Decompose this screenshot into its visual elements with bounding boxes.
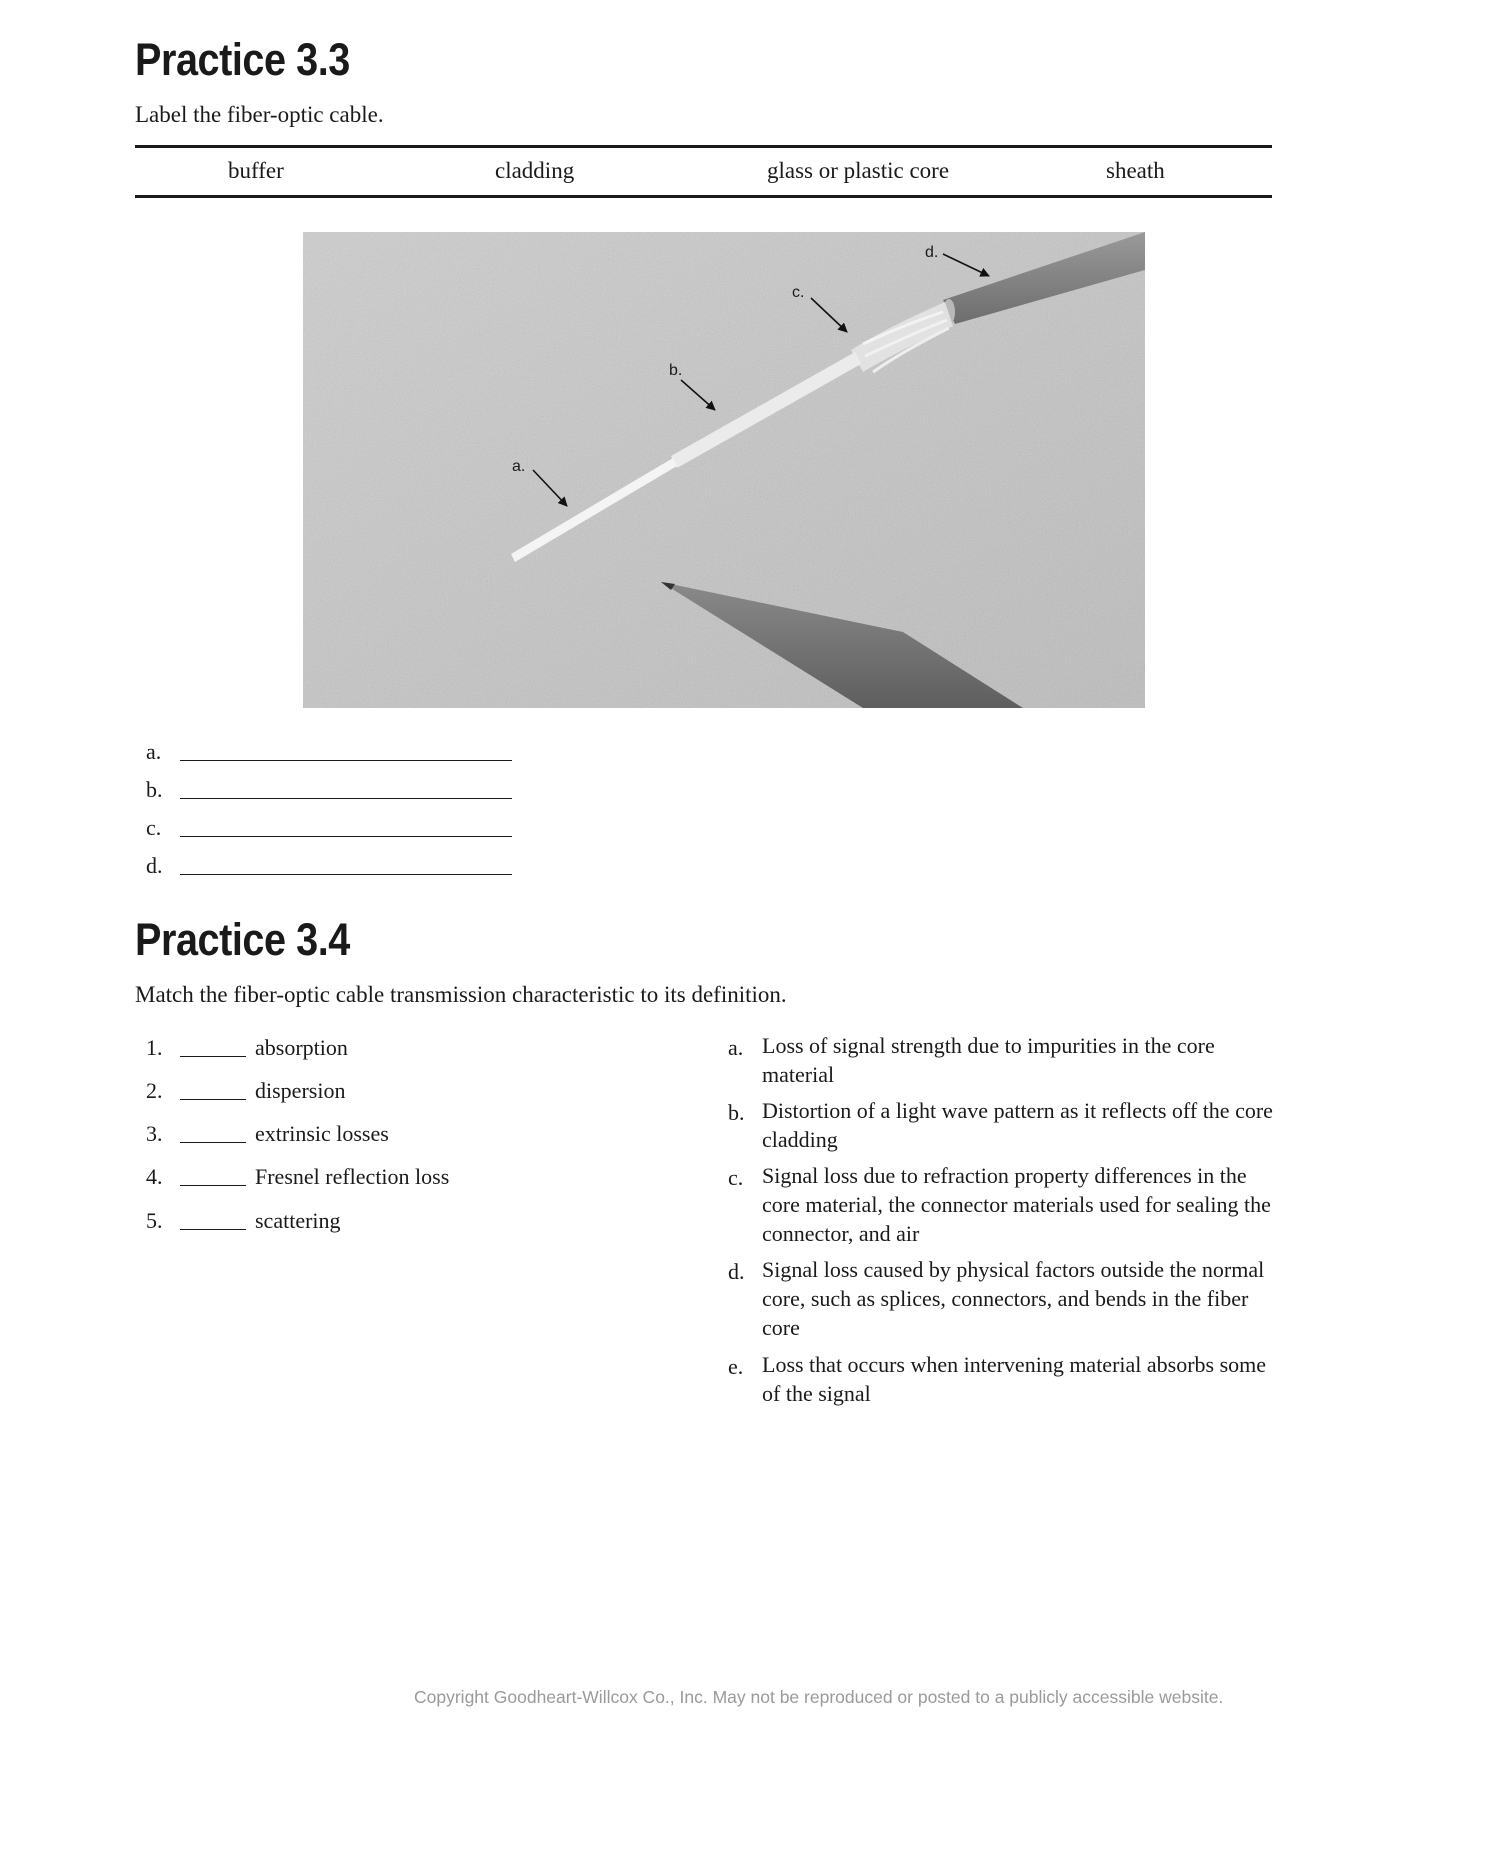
callout-label-a: a. <box>512 458 526 475</box>
answer-blank-d[interactable] <box>180 874 512 875</box>
word-bank-bottom-rule <box>135 195 1272 198</box>
match-blank-1[interactable] <box>180 1056 246 1057</box>
definition-letter: c. <box>728 1165 744 1190</box>
term-number: 4. <box>146 1164 163 1189</box>
practice-3-3-instruction: Label the fiber-optic cable. <box>135 102 384 127</box>
word-bank-term: buffer <box>228 158 284 183</box>
term-text: extrinsic losses <box>255 1121 389 1146</box>
word-bank-term: cladding <box>495 158 575 183</box>
match-blank-3[interactable] <box>180 1142 246 1143</box>
definition-text: Signal loss caused by physical factors outside the normal core, such as splices, connectors, and bends in the fiber core <box>762 1257 1265 1340</box>
definition-text: Signal loss due to refraction property differences in the core material, the connector materials used for sealing the connector, and air <box>762 1163 1271 1246</box>
term-text: absorption <box>255 1035 348 1060</box>
callout-label-d: d. <box>925 244 939 261</box>
match-blank-2[interactable] <box>180 1099 246 1100</box>
term-number: 1. <box>146 1035 163 1060</box>
callout-label-c: c. <box>792 284 805 301</box>
practice-3-4-heading: Practice 3.4 <box>135 914 350 965</box>
word-bank-top-rule <box>135 145 1272 148</box>
definition-letter: a. <box>728 1035 744 1060</box>
term-text: Fresnel reflection loss <box>255 1164 450 1189</box>
definition-letter: d. <box>728 1259 745 1284</box>
term-number: 3. <box>146 1121 163 1146</box>
answer-letter: b. <box>146 777 163 802</box>
answer-letter: a. <box>146 739 162 764</box>
match-blank-4[interactable] <box>180 1185 246 1186</box>
match-blank-5[interactable] <box>180 1229 246 1230</box>
answer-blank-a[interactable] <box>180 760 512 761</box>
answer-blank-b[interactable] <box>180 798 512 799</box>
definition-text: Loss of signal strength due to impurities in the core material <box>762 1033 1215 1087</box>
word-bank-term: sheath <box>1106 158 1165 183</box>
practice-3-4-instruction: Match the fiber-optic cable transmission characteristic to its definition. <box>135 982 787 1007</box>
definition-letter: b. <box>728 1100 745 1125</box>
term-text: dispersion <box>255 1078 346 1103</box>
term-number: 5. <box>146 1208 163 1233</box>
callout-label-b: b. <box>669 362 683 379</box>
fiber-optic-cable-photo <box>303 232 1145 708</box>
term-text: scattering <box>255 1208 341 1233</box>
definition-text: Loss that occurs when intervening material absorbs some of the signal <box>762 1352 1267 1406</box>
practice-3-3-heading: Practice 3.3 <box>135 34 350 85</box>
definition-letter: e. <box>728 1354 744 1379</box>
word-bank-term: glass or plastic core <box>767 158 950 183</box>
answer-letter: c. <box>146 815 162 840</box>
answer-letter: d. <box>146 853 163 878</box>
term-number: 2. <box>146 1078 163 1103</box>
answer-blank-c[interactable] <box>180 836 512 837</box>
definition-text: Distortion of a light wave pattern as it reflects off the core cladding <box>762 1098 1273 1152</box>
copyright-notice: Copyright Goodheart-Willcox Co., Inc. May not be reproduced or posted to a publicly accessible website. <box>414 1687 1224 1707</box>
